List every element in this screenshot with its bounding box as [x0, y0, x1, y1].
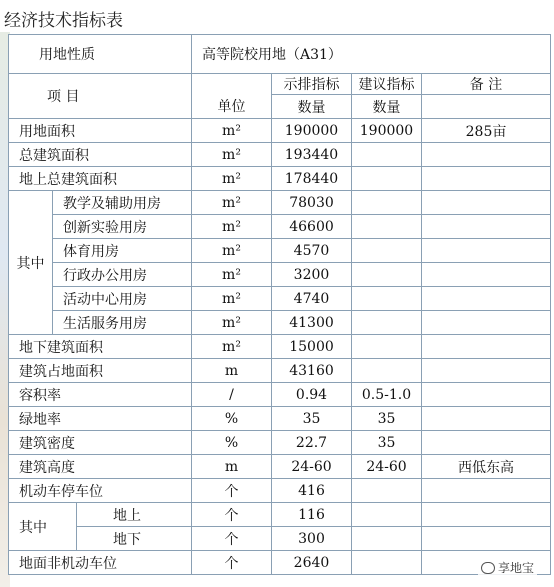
row-suggest	[352, 239, 422, 263]
suggest-qty-header: 数量	[352, 95, 422, 119]
row-note: 285亩	[422, 119, 551, 143]
row-name: 生活服务用房	[53, 311, 192, 335]
row-note	[422, 503, 551, 527]
row-unit: m	[192, 359, 272, 383]
row-suggest: 24-60	[352, 455, 422, 479]
row-plan: 78030	[272, 191, 352, 215]
row-unit: m	[192, 455, 272, 479]
table-row	[9, 407, 551, 431]
plan-header: 示排指标	[272, 74, 352, 95]
row-plan: 46600	[272, 215, 352, 239]
table-row	[9, 239, 551, 263]
row-plan: 193440	[272, 143, 352, 167]
row-unit: 个	[192, 479, 272, 503]
table-row	[9, 431, 551, 455]
row-name: 创新实验用房	[53, 215, 192, 239]
row-name: 地上	[77, 503, 192, 527]
row-name: 体育用房	[53, 239, 192, 263]
row-name: 地下建筑面积	[9, 335, 192, 359]
qizhong-parking-label: 其中	[9, 503, 77, 551]
row-name: 地下	[77, 527, 192, 551]
row-name: 活动中心用房	[53, 287, 192, 311]
row-name: 建筑占地面积	[9, 359, 192, 383]
row-name: 容积率	[9, 383, 192, 407]
row-note	[422, 527, 551, 551]
table-row	[9, 359, 551, 383]
row-note: 西低东高	[422, 455, 551, 479]
row-name: 地上总建筑面积	[9, 167, 192, 191]
row-suggest: 190000	[352, 119, 422, 143]
qizhong-label: 其中	[9, 191, 53, 335]
row-name: 总建筑面积	[9, 143, 192, 167]
row-note	[422, 479, 551, 503]
row-suggest	[352, 167, 422, 191]
table-row	[9, 335, 551, 359]
row-note	[422, 311, 551, 335]
table-row	[9, 527, 551, 551]
table-row	[9, 551, 551, 575]
land-use-value: 高等院校用地（A31）	[192, 35, 551, 74]
row-suggest	[352, 143, 422, 167]
row-note	[422, 431, 551, 455]
watermark-text: 享地宝	[498, 561, 535, 575]
table-row	[9, 143, 551, 167]
plan-qty-header: 数量	[272, 95, 352, 119]
row-suggest: 0.5-1.0	[352, 383, 422, 407]
table-row	[9, 383, 551, 407]
row-name: 建筑密度	[9, 431, 192, 455]
unit-header-top	[192, 74, 272, 95]
table-row	[9, 311, 551, 335]
table-row	[9, 215, 551, 239]
row-note	[422, 239, 551, 263]
row-plan: 4570	[272, 239, 352, 263]
unit-header: 单位	[192, 95, 272, 119]
row-note	[422, 167, 551, 191]
row-suggest	[352, 503, 422, 527]
row-name: 用地面积	[9, 119, 192, 143]
row-unit: 个	[192, 527, 272, 551]
row-name: 绿地率	[9, 407, 192, 431]
row-note	[422, 287, 551, 311]
table-row	[9, 287, 551, 311]
row-plan: 300	[272, 527, 352, 551]
suggest-header: 建议指标	[352, 74, 422, 95]
land-use-label: 用地性质	[9, 35, 192, 74]
row-note	[422, 191, 551, 215]
row-suggest: 35	[352, 407, 422, 431]
row-suggest	[352, 479, 422, 503]
row-suggest	[352, 335, 422, 359]
watermark	[478, 558, 537, 577]
row-suggest	[352, 191, 422, 215]
row-note	[422, 407, 551, 431]
tech-indicator-table	[8, 34, 551, 575]
row-note	[422, 383, 551, 407]
row-unit: m²	[192, 287, 272, 311]
item-header: 项 目	[9, 74, 192, 119]
header-row-1	[9, 74, 551, 95]
row-unit: m²	[192, 143, 272, 167]
row-plan: 15000	[272, 335, 352, 359]
row-unit: m²	[192, 311, 272, 335]
row-name: 地面非机动车位	[9, 551, 192, 575]
row-plan: 116	[272, 503, 352, 527]
row-unit: 个	[192, 503, 272, 527]
table-row	[9, 479, 551, 503]
row-plan: 43160	[272, 359, 352, 383]
row-plan: 22.7	[272, 431, 352, 455]
row-unit: %	[192, 431, 272, 455]
row-unit: m²	[192, 239, 272, 263]
note-header: 备 注	[422, 74, 551, 95]
row-name: 机动车停车位	[9, 479, 192, 503]
row-suggest: 35	[352, 431, 422, 455]
row-unit: 个	[192, 551, 272, 575]
row-unit: m²	[192, 263, 272, 287]
land-use-row	[9, 35, 551, 74]
row-suggest	[352, 287, 422, 311]
row-note	[422, 263, 551, 287]
table-row	[9, 455, 551, 479]
row-suggest	[352, 551, 422, 575]
row-suggest	[352, 311, 422, 335]
row-name: 建筑高度	[9, 455, 192, 479]
table-row	[9, 191, 551, 215]
row-suggest	[352, 527, 422, 551]
row-note	[422, 143, 551, 167]
row-suggest	[352, 215, 422, 239]
row-plan: 2640	[272, 551, 352, 575]
row-plan: 41300	[272, 311, 352, 335]
row-plan: 0.94	[272, 383, 352, 407]
row-unit: m²	[192, 191, 272, 215]
row-unit: /	[192, 383, 272, 407]
row-plan: 4740	[272, 287, 352, 311]
row-unit: m²	[192, 167, 272, 191]
wechat-icon	[481, 562, 495, 574]
row-plan: 24-60	[272, 455, 352, 479]
row-note	[422, 335, 551, 359]
row-plan: 178440	[272, 167, 352, 191]
row-name: 行政办公用房	[53, 263, 192, 287]
row-unit: m²	[192, 119, 272, 143]
row-suggest	[352, 359, 422, 383]
note-empty	[422, 95, 551, 119]
row-suggest	[352, 263, 422, 287]
row-note	[422, 215, 551, 239]
row-unit: m²	[192, 335, 272, 359]
row-plan: 3200	[272, 263, 352, 287]
table-row	[9, 119, 551, 143]
row-plan: 190000	[272, 119, 352, 143]
table-row	[9, 503, 551, 527]
table-row	[9, 263, 551, 287]
page-title: 经济技术指标表	[4, 11, 123, 31]
row-name: 教学及辅助用房	[53, 191, 192, 215]
table-row	[9, 167, 551, 191]
row-plan: 35	[272, 407, 352, 431]
row-unit: %	[192, 407, 272, 431]
row-note	[422, 359, 551, 383]
row-plan: 416	[272, 479, 352, 503]
row-unit: m²	[192, 215, 272, 239]
